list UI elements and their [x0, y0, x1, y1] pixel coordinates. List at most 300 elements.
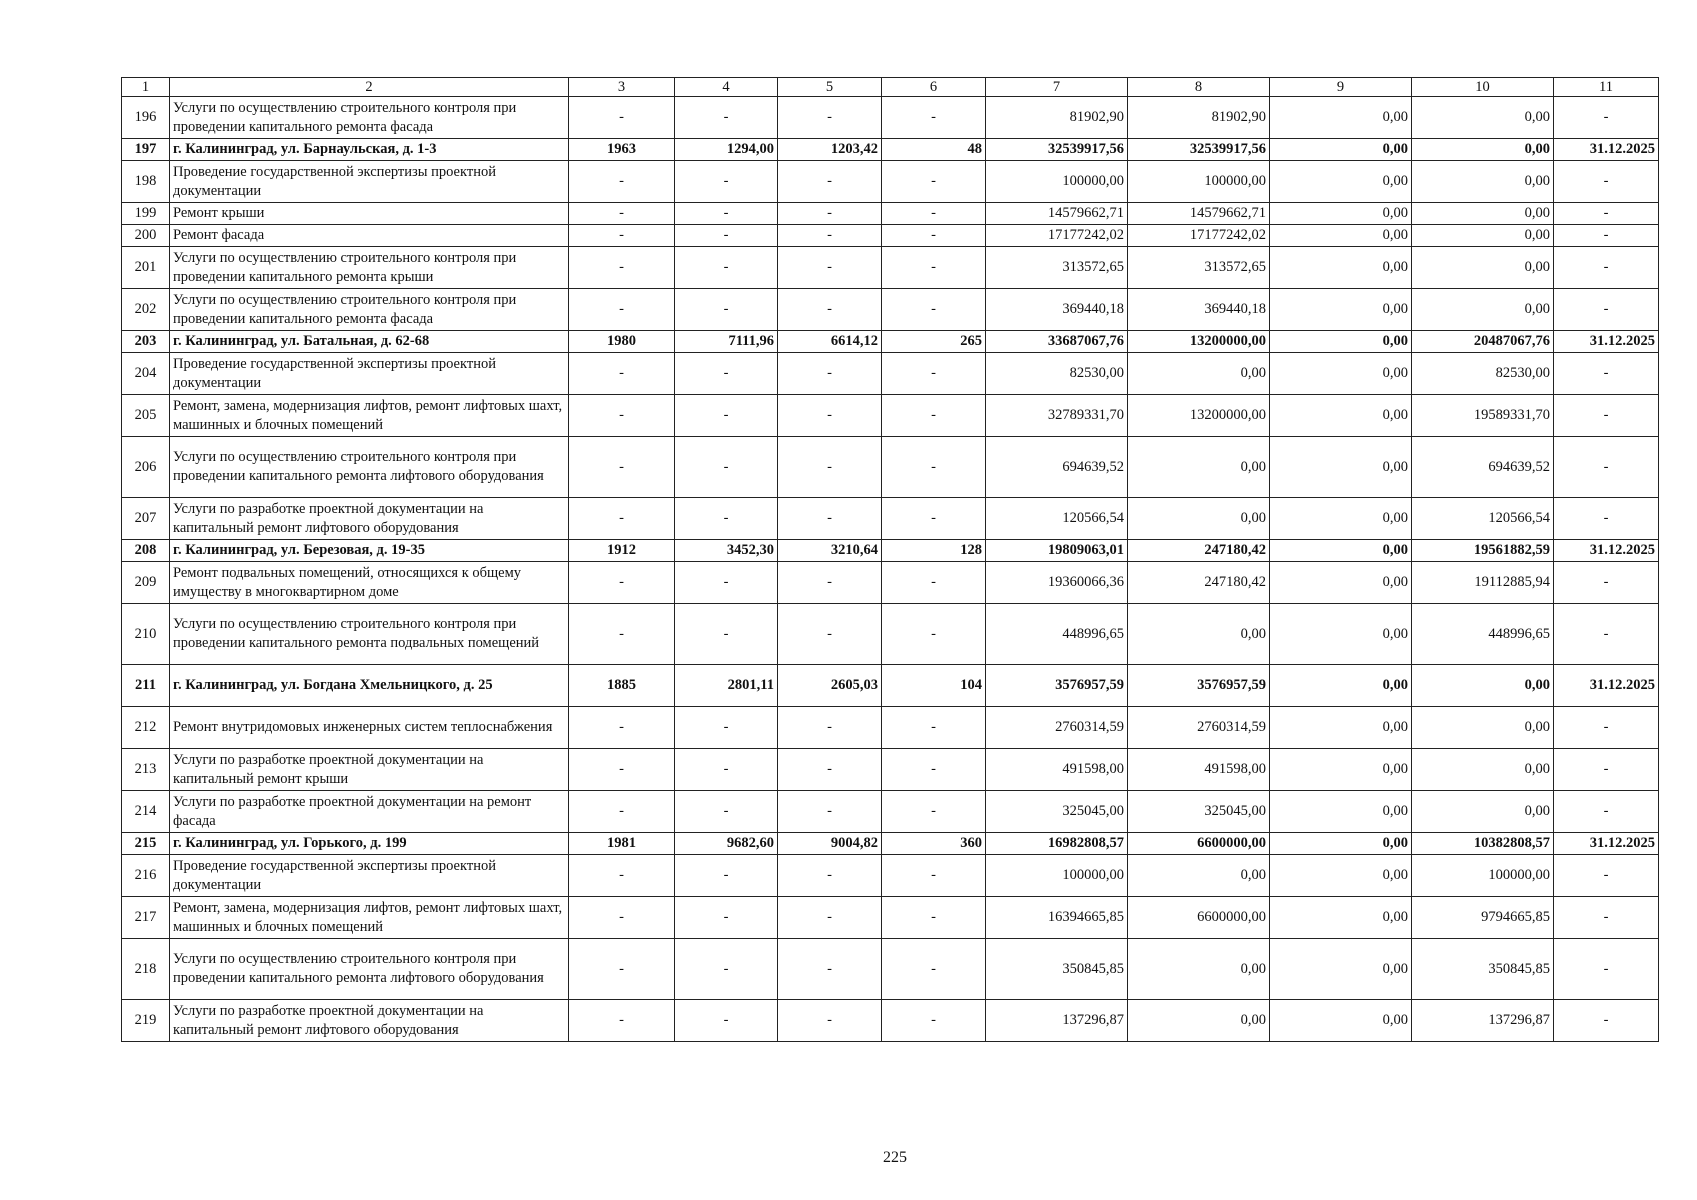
cell-col6: -	[882, 939, 986, 1000]
cell-col10: 0,00	[1412, 749, 1554, 791]
row-number: 212	[122, 707, 170, 749]
cell-col6: 48	[882, 139, 986, 161]
work-row	[122, 247, 1659, 289]
cell-col11: 31.12.2025	[1554, 139, 1659, 161]
cell-col10: 120566,54	[1412, 498, 1554, 540]
column-number: 3	[569, 78, 675, 97]
cell-col4: 2801,11	[675, 665, 778, 707]
cell-col4: 3452,30	[675, 540, 778, 562]
cell-col10: 0,00	[1412, 707, 1554, 749]
cell-col8: 0,00	[1128, 437, 1270, 498]
cell-col5: -	[778, 707, 882, 749]
cell-col7: 14579662,71	[986, 203, 1128, 225]
cell-col4: -	[675, 855, 778, 897]
cell-col10: 0,00	[1412, 161, 1554, 203]
cell-col11: 31.12.2025	[1554, 665, 1659, 707]
row-number: 207	[122, 498, 170, 540]
cell-col3: -	[569, 707, 675, 749]
cell-col6: 104	[882, 665, 986, 707]
row-number: 211	[122, 665, 170, 707]
cell-col5: -	[778, 749, 882, 791]
cell-col8: 0,00	[1128, 353, 1270, 395]
table-body	[122, 78, 1659, 1042]
row-number: 203	[122, 331, 170, 353]
cell-col9: 0,00	[1270, 791, 1412, 833]
cell-col11: -	[1554, 247, 1659, 289]
work-row	[122, 437, 1659, 498]
cell-col5: 2605,03	[778, 665, 882, 707]
row-number: 206	[122, 437, 170, 498]
cell-col7: 313572,65	[986, 247, 1128, 289]
cell-col11: -	[1554, 707, 1659, 749]
cell-col5: 6614,12	[778, 331, 882, 353]
cell-col4: 7111,96	[675, 331, 778, 353]
cell-col7: 100000,00	[986, 161, 1128, 203]
cell-col3: -	[569, 855, 675, 897]
cell-col11: -	[1554, 791, 1659, 833]
cell-col9: 0,00	[1270, 97, 1412, 139]
work-row	[122, 97, 1659, 139]
cell-col11: -	[1554, 1000, 1659, 1042]
work-name: г. Калининград, ул. Березовая, д. 19-35	[170, 540, 569, 562]
cell-col10: 350845,85	[1412, 939, 1554, 1000]
cell-col4: -	[675, 604, 778, 665]
cell-col4: -	[675, 353, 778, 395]
cell-col9: 0,00	[1270, 247, 1412, 289]
cell-col6: 128	[882, 540, 986, 562]
cell-col9: 0,00	[1270, 540, 1412, 562]
cell-col4: -	[675, 203, 778, 225]
row-number: 202	[122, 289, 170, 331]
work-row	[122, 161, 1659, 203]
cell-col4: -	[675, 247, 778, 289]
cell-col7: 2760314,59	[986, 707, 1128, 749]
cell-col9: 0,00	[1270, 897, 1412, 939]
cell-col9: 0,00	[1270, 289, 1412, 331]
cell-col3: 1912	[569, 540, 675, 562]
work-row	[122, 749, 1659, 791]
cell-col3: -	[569, 897, 675, 939]
cell-col4: -	[675, 1000, 778, 1042]
cell-col11: -	[1554, 855, 1659, 897]
work-name: Услуги по осуществлению строительного контроля при проведении капитального ремонта лифтового оборудования	[170, 437, 569, 498]
cell-col5: -	[778, 604, 882, 665]
row-number: 216	[122, 855, 170, 897]
cell-col9: 0,00	[1270, 855, 1412, 897]
cell-col10: 19561882,59	[1412, 540, 1554, 562]
cell-col3: -	[569, 437, 675, 498]
work-name: г. Калининград, ул. Богдана Хмельницкого, д. 25	[170, 665, 569, 707]
cell-col6: -	[882, 225, 986, 247]
row-number: 218	[122, 939, 170, 1000]
page-number: 225	[883, 1149, 907, 1166]
cell-col3: -	[569, 1000, 675, 1042]
cell-col6: -	[882, 604, 986, 665]
work-name: г. Калининград, ул. Барнаульская, д. 1-3	[170, 139, 569, 161]
address-row	[122, 331, 1659, 353]
cell-col10: 100000,00	[1412, 855, 1554, 897]
cell-col8: 0,00	[1128, 855, 1270, 897]
row-number: 204	[122, 353, 170, 395]
column-number: 8	[1128, 78, 1270, 97]
cell-col9: 0,00	[1270, 203, 1412, 225]
cell-col4: -	[675, 562, 778, 604]
row-number: 201	[122, 247, 170, 289]
cell-col6: -	[882, 498, 986, 540]
cell-col10: 0,00	[1412, 665, 1554, 707]
cell-col11: -	[1554, 562, 1659, 604]
cell-col9: 0,00	[1270, 437, 1412, 498]
cell-col9: 0,00	[1270, 604, 1412, 665]
cell-col10: 448996,65	[1412, 604, 1554, 665]
cell-col9: 0,00	[1270, 225, 1412, 247]
cell-col7: 81902,90	[986, 97, 1128, 139]
cell-col10: 694639,52	[1412, 437, 1554, 498]
cell-col6: -	[882, 203, 986, 225]
column-number: 5	[778, 78, 882, 97]
cell-col10: 10382808,57	[1412, 833, 1554, 855]
cell-col6: -	[882, 749, 986, 791]
cell-col7: 16394665,85	[986, 897, 1128, 939]
cell-col8: 247180,42	[1128, 540, 1270, 562]
cell-col3: -	[569, 289, 675, 331]
cell-col8: 6600000,00	[1128, 897, 1270, 939]
work-row	[122, 604, 1659, 665]
cell-col7: 17177242,02	[986, 225, 1128, 247]
cell-col7: 694639,52	[986, 437, 1128, 498]
cell-col9: 0,00	[1270, 665, 1412, 707]
cell-col11: -	[1554, 604, 1659, 665]
work-name: Проведение государственной экспертизы проектной документации	[170, 353, 569, 395]
cell-col8: 325045,00	[1128, 791, 1270, 833]
cell-col6: -	[882, 353, 986, 395]
cell-col8: 6600000,00	[1128, 833, 1270, 855]
cell-col9: 0,00	[1270, 331, 1412, 353]
cell-col4: -	[675, 395, 778, 437]
cell-col10: 0,00	[1412, 97, 1554, 139]
work-row	[122, 225, 1659, 247]
cell-col5: 1203,42	[778, 139, 882, 161]
cell-col4: -	[675, 437, 778, 498]
work-row	[122, 707, 1659, 749]
cell-col4: 9682,60	[675, 833, 778, 855]
cell-col10: 82530,00	[1412, 353, 1554, 395]
cell-col3: -	[569, 225, 675, 247]
cell-col11: -	[1554, 437, 1659, 498]
cell-col3: 1981	[569, 833, 675, 855]
cell-col8: 0,00	[1128, 1000, 1270, 1042]
row-number: 208	[122, 540, 170, 562]
row-number: 213	[122, 749, 170, 791]
cell-col10: 0,00	[1412, 139, 1554, 161]
cell-col3: 1980	[569, 331, 675, 353]
cell-col8: 0,00	[1128, 498, 1270, 540]
cell-col3: -	[569, 97, 675, 139]
cell-col3: -	[569, 353, 675, 395]
cell-col7: 82530,00	[986, 353, 1128, 395]
cell-col8: 81902,90	[1128, 97, 1270, 139]
cell-col5: -	[778, 1000, 882, 1042]
cell-col6: 360	[882, 833, 986, 855]
cell-col4: -	[675, 791, 778, 833]
cell-col8: 32539917,56	[1128, 139, 1270, 161]
column-number-row	[122, 78, 1659, 97]
cell-col11: -	[1554, 203, 1659, 225]
cell-col5: -	[778, 247, 882, 289]
work-row	[122, 498, 1659, 540]
cell-col5: 3210,64	[778, 540, 882, 562]
cell-col3: -	[569, 247, 675, 289]
cell-col6: -	[882, 791, 986, 833]
cell-col8: 14579662,71	[1128, 203, 1270, 225]
cell-col8: 3576957,59	[1128, 665, 1270, 707]
cell-col3: 1963	[569, 139, 675, 161]
row-number: 198	[122, 161, 170, 203]
work-name: Услуги по осуществлению строительного контроля при проведении капитального ремонта фасада	[170, 97, 569, 139]
cell-col5: -	[778, 791, 882, 833]
work-name: Услуги по осуществлению строительного контроля при проведении капитального ремонта лифтового оборудования	[170, 939, 569, 1000]
cell-col4: -	[675, 161, 778, 203]
cell-col4: 1294,00	[675, 139, 778, 161]
cell-col11: -	[1554, 498, 1659, 540]
cell-col8: 247180,42	[1128, 562, 1270, 604]
work-row	[122, 855, 1659, 897]
cell-col10: 9794665,85	[1412, 897, 1554, 939]
cell-col4: -	[675, 97, 778, 139]
cell-col6: -	[882, 855, 986, 897]
cell-col3: -	[569, 749, 675, 791]
cell-col10: 20487067,76	[1412, 331, 1554, 353]
work-row	[122, 203, 1659, 225]
cell-col11: -	[1554, 225, 1659, 247]
cell-col4: -	[675, 289, 778, 331]
row-number: 200	[122, 225, 170, 247]
cell-col7: 350845,85	[986, 939, 1128, 1000]
column-number: 4	[675, 78, 778, 97]
cell-col11: -	[1554, 395, 1659, 437]
cell-col8: 0,00	[1128, 604, 1270, 665]
cell-col7: 100000,00	[986, 855, 1128, 897]
cell-col7: 32789331,70	[986, 395, 1128, 437]
work-name: Ремонт внутридомовых инженерных систем теплоснабжения	[170, 707, 569, 749]
row-number: 217	[122, 897, 170, 939]
cell-col5: -	[778, 437, 882, 498]
cell-col11: -	[1554, 749, 1659, 791]
cell-col6: -	[882, 247, 986, 289]
work-name: Ремонт, замена, модернизация лифтов, ремонт лифтовых шахт, машинных и блочных помещений	[170, 897, 569, 939]
work-name: Ремонт крыши	[170, 203, 569, 225]
cell-col5: -	[778, 353, 882, 395]
cell-col6: -	[882, 161, 986, 203]
work-name: Услуги по осуществлению строительного контроля при проведении капитального ремонта фасада	[170, 289, 569, 331]
cell-col10: 0,00	[1412, 791, 1554, 833]
cell-col6: -	[882, 289, 986, 331]
cell-col5: -	[778, 855, 882, 897]
cell-col3: -	[569, 791, 675, 833]
cell-col10: 19112885,94	[1412, 562, 1554, 604]
cell-col5: -	[778, 939, 882, 1000]
row-number: 205	[122, 395, 170, 437]
cell-col4: -	[675, 225, 778, 247]
cell-col7: 448996,65	[986, 604, 1128, 665]
cell-col3: -	[569, 939, 675, 1000]
work-name: Ремонт подвальных помещений, относящихся к общему имуществу в многоквартирном доме	[170, 562, 569, 604]
cell-col7: 33687067,76	[986, 331, 1128, 353]
cell-col4: -	[675, 897, 778, 939]
cell-col3: -	[569, 395, 675, 437]
cell-col5: -	[778, 97, 882, 139]
work-name: Проведение государственной экспертизы проектной документации	[170, 855, 569, 897]
column-number: 9	[1270, 78, 1412, 97]
cell-col7: 19809063,01	[986, 540, 1128, 562]
cell-col11: -	[1554, 97, 1659, 139]
cell-col6: -	[882, 1000, 986, 1042]
column-number: 10	[1412, 78, 1554, 97]
cell-col3: -	[569, 604, 675, 665]
work-name: Услуги по осуществлению строительного контроля при проведении капитального ремонта крыши	[170, 247, 569, 289]
cell-col5: -	[778, 289, 882, 331]
work-row	[122, 791, 1659, 833]
cell-col11: -	[1554, 289, 1659, 331]
cell-col9: 0,00	[1270, 749, 1412, 791]
column-number: 1	[122, 78, 170, 97]
cell-col11: 31.12.2025	[1554, 833, 1659, 855]
cell-col5: -	[778, 562, 882, 604]
cell-col3: -	[569, 562, 675, 604]
work-name: Услуги по осуществлению строительного контроля при проведении капитального ремонта подвальных помещений	[170, 604, 569, 665]
cell-col9: 0,00	[1270, 833, 1412, 855]
cell-col5: -	[778, 498, 882, 540]
cell-col6: -	[882, 562, 986, 604]
work-name: Услуги по разработке проектной документации на капитальный ремонт лифтового оборудования	[170, 1000, 569, 1042]
cell-col9: 0,00	[1270, 353, 1412, 395]
address-row	[122, 833, 1659, 855]
cell-col10: 0,00	[1412, 203, 1554, 225]
cell-col8: 313572,65	[1128, 247, 1270, 289]
cell-col3: -	[569, 161, 675, 203]
column-number: 11	[1554, 78, 1659, 97]
cell-col10: 0,00	[1412, 289, 1554, 331]
cell-col9: 0,00	[1270, 562, 1412, 604]
cell-col7: 137296,87	[986, 1000, 1128, 1042]
cell-col11: -	[1554, 353, 1659, 395]
cell-col7: 3576957,59	[986, 665, 1128, 707]
cell-col5: -	[778, 203, 882, 225]
cell-col6: -	[882, 437, 986, 498]
address-row	[122, 540, 1659, 562]
cell-col7: 16982808,57	[986, 833, 1128, 855]
address-row	[122, 665, 1659, 707]
cell-col10: 0,00	[1412, 247, 1554, 289]
row-number: 197	[122, 139, 170, 161]
row-number: 199	[122, 203, 170, 225]
cell-col4: -	[675, 498, 778, 540]
work-name: Ремонт, замена, модернизация лифтов, ремонт лифтовых шахт, машинных и блочных помещений	[170, 395, 569, 437]
cell-col4: -	[675, 939, 778, 1000]
row-number: 209	[122, 562, 170, 604]
cell-col8: 369440,18	[1128, 289, 1270, 331]
cell-col7: 120566,54	[986, 498, 1128, 540]
cell-col9: 0,00	[1270, 498, 1412, 540]
cell-col11: -	[1554, 161, 1659, 203]
work-name: г. Калининград, ул. Горького, д. 199	[170, 833, 569, 855]
cell-col9: 0,00	[1270, 161, 1412, 203]
cell-col6: -	[882, 707, 986, 749]
cell-col11: -	[1554, 897, 1659, 939]
cell-col6: -	[882, 897, 986, 939]
cell-col8: 2760314,59	[1128, 707, 1270, 749]
work-row	[122, 897, 1659, 939]
column-number: 2	[170, 78, 569, 97]
column-number: 6	[882, 78, 986, 97]
work-name: г. Калининград, ул. Батальная, д. 62-68	[170, 331, 569, 353]
cell-col5: 9004,82	[778, 833, 882, 855]
cell-col9: 0,00	[1270, 707, 1412, 749]
work-name: Услуги по разработке проектной документации на капитальный ремонт лифтового оборудования	[170, 498, 569, 540]
work-name: Проведение государственной экспертизы проектной документации	[170, 161, 569, 203]
work-row	[122, 562, 1659, 604]
row-number: 219	[122, 1000, 170, 1042]
column-number: 7	[986, 78, 1128, 97]
work-row	[122, 289, 1659, 331]
cell-col11: 31.12.2025	[1554, 540, 1659, 562]
row-number: 210	[122, 604, 170, 665]
cell-col5: -	[778, 395, 882, 437]
cell-col8: 0,00	[1128, 939, 1270, 1000]
cell-col6: -	[882, 97, 986, 139]
row-number: 214	[122, 791, 170, 833]
work-row	[122, 395, 1659, 437]
program-table	[121, 77, 1659, 1042]
cell-col7: 369440,18	[986, 289, 1128, 331]
row-number: 196	[122, 97, 170, 139]
cell-col5: -	[778, 897, 882, 939]
cell-col6: -	[882, 395, 986, 437]
cell-col8: 17177242,02	[1128, 225, 1270, 247]
work-row	[122, 1000, 1659, 1042]
work-name: Услуги по разработке проектной документации на ремонт фасада	[170, 791, 569, 833]
address-row	[122, 139, 1659, 161]
cell-col9: 0,00	[1270, 939, 1412, 1000]
work-name: Услуги по разработке проектной документации на капитальный ремонт крыши	[170, 749, 569, 791]
cell-col3: -	[569, 203, 675, 225]
cell-col11: -	[1554, 939, 1659, 1000]
cell-col3: -	[569, 498, 675, 540]
cell-col9: 0,00	[1270, 395, 1412, 437]
cell-col4: -	[675, 749, 778, 791]
cell-col6: 265	[882, 331, 986, 353]
cell-col7: 491598,00	[986, 749, 1128, 791]
work-row	[122, 353, 1659, 395]
cell-col9: 0,00	[1270, 1000, 1412, 1042]
cell-col10: 19589331,70	[1412, 395, 1554, 437]
cell-col11: 31.12.2025	[1554, 331, 1659, 353]
cell-col8: 13200000,00	[1128, 395, 1270, 437]
work-row	[122, 939, 1659, 1000]
cell-col10: 0,00	[1412, 225, 1554, 247]
cell-col10: 137296,87	[1412, 1000, 1554, 1042]
work-name: Ремонт фасада	[170, 225, 569, 247]
cell-col3: 1885	[569, 665, 675, 707]
cell-col8: 13200000,00	[1128, 331, 1270, 353]
cell-col8: 100000,00	[1128, 161, 1270, 203]
cell-col9: 0,00	[1270, 139, 1412, 161]
cell-col7: 32539917,56	[986, 139, 1128, 161]
cell-col4: -	[675, 707, 778, 749]
cell-col7: 325045,00	[986, 791, 1128, 833]
row-number: 215	[122, 833, 170, 855]
cell-col5: -	[778, 161, 882, 203]
